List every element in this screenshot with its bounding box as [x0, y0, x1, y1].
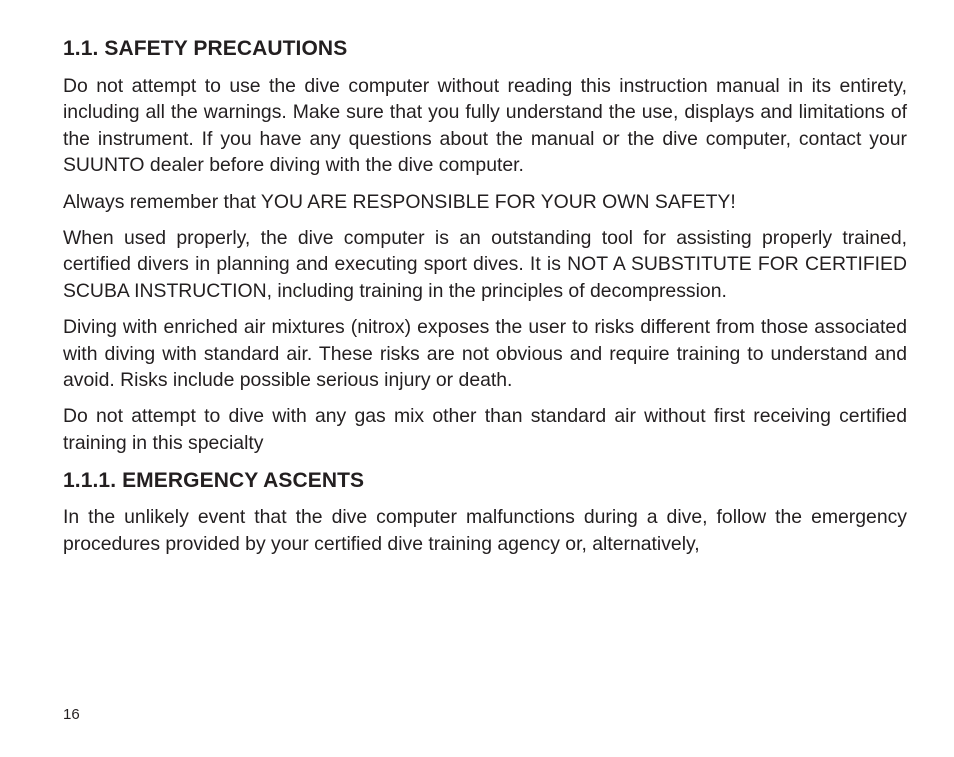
- paragraph-gas-mix: Do not attempt to dive with any gas mix other than standard air without first receiving certified training in this specialty: [63, 405, 907, 454]
- page-number: 16: [63, 706, 80, 723]
- paragraph-emergency-procedures: In the unlikely event that the dive computer malfunctions during a dive, follow the emergency procedures provided by your certified dive training agency or, alternatively,: [63, 506, 907, 555]
- paragraph-nitrox-risks: Diving with enriched air mixtures (nitrox) exposes the user to risks different from those associated with diving with standard air. These risks are not obvious and require training to understand and avoid. Risks include possible serious injury or death.: [63, 316, 907, 392]
- paragraph-proper-use: When used properly, the dive computer is an outstanding tool for assisting properly trained, certified divers in planning and executing sport dives. It is NOT A SUBSTITUTE FOR CERTIFIED SCUBA INSTRUCTION, including training in the principles of decompression.: [63, 227, 907, 302]
- paragraph-read-manual: Do not attempt to use the dive computer without reading this instruction manual in its entirety, including all the warnings. Make sure that you fully understand the use, displays and limitations of the instrument. If you have any questions about the manual or the dive computer, contact your SUUNTO dealer before diving with the dive computer.: [63, 75, 907, 177]
- document-page: [63, 34, 907, 567]
- section-heading: 1.1. SAFETY PRECAUTIONS: [63, 37, 348, 60]
- subsection-heading: 1.1.1. EMERGENCY ASCENTS: [63, 469, 365, 493]
- paragraph-responsibility: Always remember that YOU ARE RESPONSIBLE FOR YOUR OWN SAFETY!: [63, 190, 736, 213]
